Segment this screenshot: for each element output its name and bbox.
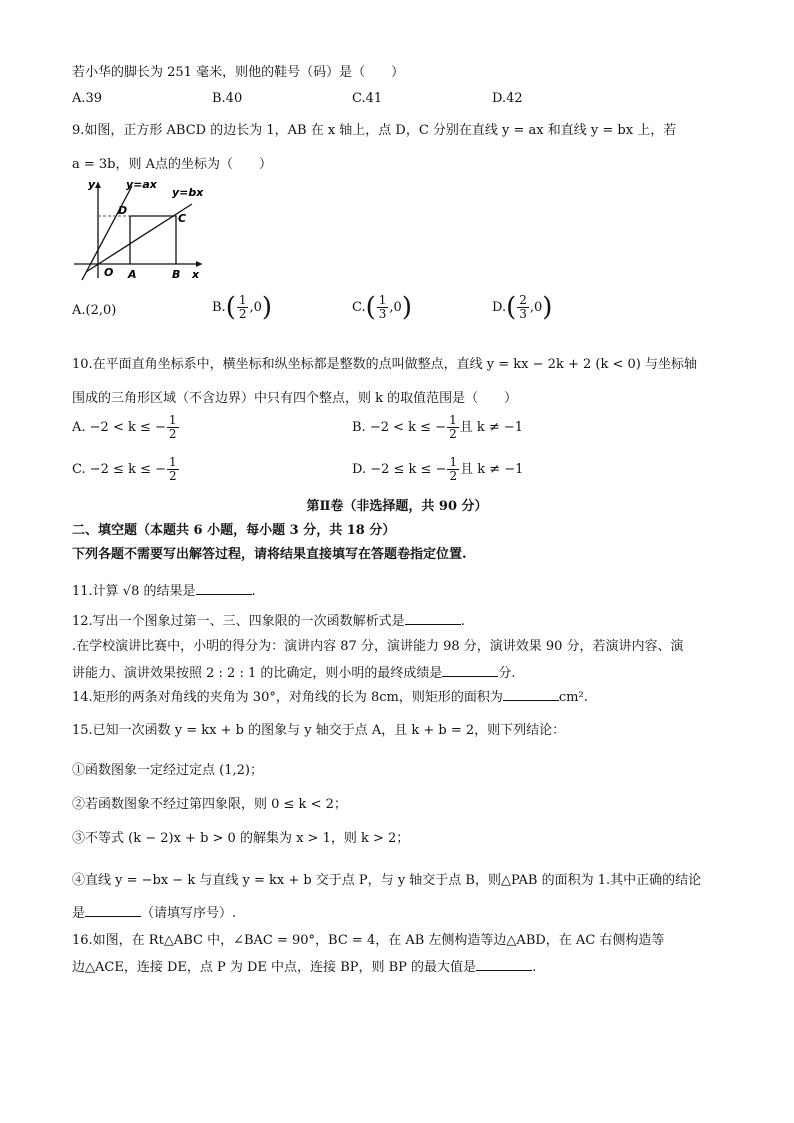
q9-option-c <box>352 294 412 321</box>
q15-conclusion-4: ④直线 y = −bx − k 与直线 y = kx + b 交于点 P，与 y 轴交于点 B，则△PAB 的面积为 1.其中正确的结论 <box>72 873 702 888</box>
q13-line1: .在学校演讲比赛中，小明的得分为：演讲内容 87 分，演讲能力 98 分，演讲效果 90 分，若演讲内容、演 <box>72 639 684 654</box>
x-axis-arrow <box>196 261 202 267</box>
q10-option-b-text: B. −2 < k ≤ − <box>352 420 447 435</box>
fraction-num: 1 <box>449 413 457 427</box>
q10-option-d-tail: 且 k ≠ −1 <box>460 462 524 477</box>
y-axis-arrow <box>95 182 101 188</box>
q8-option-b: B.40 <box>212 91 243 106</box>
paren-close: ) <box>542 292 553 323</box>
q14 <box>72 688 588 707</box>
q11 <box>72 582 256 601</box>
fraction-den: 2 <box>169 469 177 483</box>
q10-option-d <box>352 456 523 483</box>
q10-option-c <box>72 456 180 483</box>
answer-blank[interactable] <box>476 958 532 971</box>
fraction-num: 1 <box>449 455 458 469</box>
fraction-den: 2 <box>449 427 457 441</box>
q10-option-a <box>72 414 180 441</box>
paren-close: ) <box>261 292 273 323</box>
q12-text: 12.写出一个图象过第一、三、四象限的一次函数解析式是 <box>72 614 405 629</box>
q9-option-b <box>212 294 272 321</box>
q8-option-a: A.39 <box>72 91 103 106</box>
q12-suffix: . <box>460 614 465 629</box>
answer-blank[interactable] <box>196 582 252 595</box>
q9-option-d-suffix: ,0 <box>529 300 543 315</box>
label-ybx: y=bx <box>172 186 204 199</box>
label-c: C <box>178 212 187 225</box>
paren-open: ( <box>506 292 517 323</box>
q8-option-c: C.41 <box>352 91 383 106</box>
q10-option-a-text: A. −2 < k ≤ − <box>72 420 166 435</box>
label-y: y <box>88 178 96 191</box>
label-a: A <box>128 268 137 281</box>
q9-stem-line2: a = 3b，则 A点的坐标为（ ） <box>72 157 273 172</box>
q9-option-c-prefix: C. <box>352 300 366 315</box>
q8-option-d: D.42 <box>492 91 523 106</box>
q10-stem-line1: 10.在平面直角坐标系中，横坐标和纵坐标都是整数的点叫做整点，直线 y = kx − 2k + 2 (k < 0) 与坐标轴 <box>72 357 697 372</box>
label-o: O <box>104 266 114 279</box>
q10-option-d-text: D. −2 ≤ k ≤ − <box>352 462 447 477</box>
paren-close: ) <box>401 292 412 323</box>
q15-stem: 15.已知一次函数 y = kx + b 的图象与 y 轴交于点 A，且 k + b = 2，则下列结论： <box>72 723 566 738</box>
label-yax: y=ax <box>126 178 157 191</box>
section2-instruction: 下列各题不需要写出解答过程，请将结果直接填写在答题卷指定位置. <box>72 547 467 562</box>
q11-suffix: . <box>251 584 256 599</box>
q13-text: 讲能力、演讲效果按照 2 : 2 : 1 的比确定，则小明的最终成绩是 <box>72 666 443 681</box>
label-d: D <box>118 204 128 217</box>
q16-suffix: . <box>532 960 537 975</box>
fraction-den: 2 <box>449 469 458 483</box>
q10-option-b-tail: 且 k ≠ −1 <box>459 420 524 435</box>
q9-option-b-suffix: ,0 <box>249 300 262 315</box>
q9-option-d <box>492 294 552 321</box>
paren-open: ( <box>225 292 236 323</box>
fraction-num: 1 <box>168 413 177 427</box>
q9-figure <box>72 176 212 284</box>
q13-line2 <box>72 664 516 683</box>
q16-line2 <box>72 958 536 977</box>
section2-title: 第Ⅱ卷（非选择题，共 90 分） <box>306 499 488 514</box>
q9-option-a: A.(2,0) <box>72 303 117 318</box>
q15-conclusion-2: ②若函数图象不经过第四象限，则 0 ≤ k < 2； <box>72 797 347 812</box>
q9-stem-line1: 9.如图，正方形 ABCD 的边长为 1，AB 在 x 轴上，点 D，C 分别在直线 y = ax 和直线 y = bx 上，若 <box>72 123 677 138</box>
q15-conclusion-3: ③不等式 (k − 2)x + b > 0 的解集为 x > 1，则 k > 2； <box>72 831 410 846</box>
answer-blank[interactable] <box>503 688 559 701</box>
fraction <box>237 294 249 321</box>
fraction-num: 2 <box>519 293 527 307</box>
fraction <box>167 456 179 483</box>
q15-answer-suffix: （请填写序号）. <box>141 906 237 921</box>
q10-option-c-text: C. −2 ≤ k ≤ − <box>72 462 166 477</box>
fraction <box>447 414 459 441</box>
fraction <box>447 456 459 483</box>
label-x: x <box>192 268 200 281</box>
q15-answer-prefix: 是 <box>72 906 86 921</box>
q16-text: 边△ACE，连接 DE，点 P 为 DE 中点，连接 BP，则 BP 的最大值是 <box>72 960 477 975</box>
label-b: B <box>172 268 181 281</box>
q9-option-d-prefix: D. <box>492 300 507 315</box>
q12 <box>72 612 465 631</box>
fraction-den: 3 <box>378 307 387 321</box>
fraction-den: 2 <box>238 307 247 321</box>
fraction-num: 1 <box>378 293 387 307</box>
q15-answer-line <box>72 904 236 923</box>
fraction <box>167 414 179 441</box>
fraction-den: 3 <box>519 307 527 321</box>
fraction <box>377 294 389 321</box>
q11-text: 11.计算 √8 的结果是 <box>72 584 196 599</box>
fraction-num: 1 <box>169 455 177 469</box>
q8-stem: 若小华的脚长为 251 毫米，则他的鞋号（码）是（ ） <box>72 65 405 80</box>
q13-suffix: 分. <box>498 666 516 681</box>
answer-blank[interactable] <box>405 612 461 625</box>
q10-stem-line2: 围成的三角形区域（不含边界）中只有四个整点，则 k 的取值范围是（ ） <box>72 391 518 406</box>
q9-option-c-suffix: ,0 <box>389 300 402 315</box>
q14-suffix: cm². <box>558 690 588 705</box>
fraction <box>517 294 529 321</box>
q16-line1: 16.如图，在 Rt△ABC 中，∠BAC = 90°，BC = 4，在 AB 左侧构造等边△ABD，在 AC 右侧构造等 <box>72 933 665 948</box>
q14-text: 14.矩形的两条对角线的夹角为 30°，对角线的长为 8cm，则矩形的面积为 <box>72 690 503 705</box>
q10-option-b <box>352 414 523 441</box>
section2-heading: 二、填空题（本题共 6 小题，每小题 3 分，共 18 分） <box>72 523 396 538</box>
answer-blank[interactable] <box>85 904 141 917</box>
fraction-num: 1 <box>238 293 247 307</box>
q15-conclusion-1: ①函数图象一定经过定点 (1,2)； <box>72 763 263 778</box>
answer-blank[interactable] <box>442 664 498 677</box>
q9-option-b-prefix: B. <box>212 300 226 315</box>
paren-open: ( <box>365 292 376 323</box>
fraction-den: 2 <box>168 427 177 441</box>
